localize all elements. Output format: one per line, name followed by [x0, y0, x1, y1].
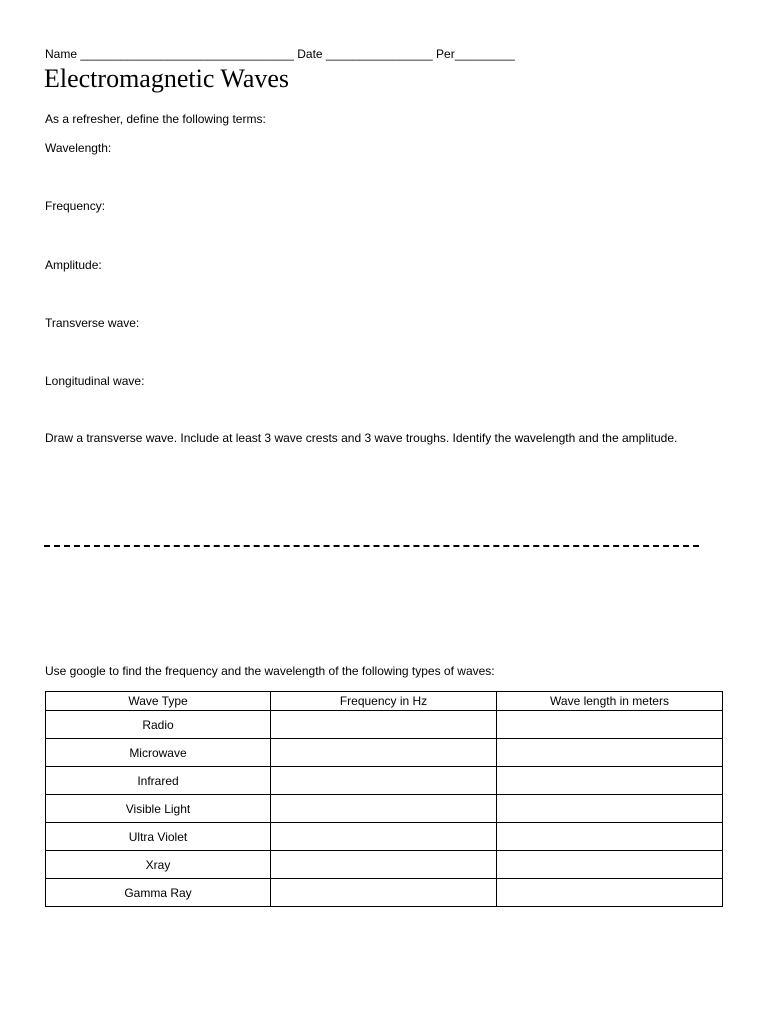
wavelength-cell[interactable] — [497, 767, 723, 795]
wave-type-cell: Gamma Ray — [46, 879, 271, 907]
google-instruction: Use google to find the frequency and the wavelength of the following types of waves: — [45, 664, 495, 678]
frequency-cell[interactable] — [271, 879, 497, 907]
wave-type-cell: Radio — [46, 711, 271, 739]
worksheet-title: Electromagnetic Waves — [44, 64, 290, 93]
frequency-cell[interactable] — [271, 739, 497, 767]
wavelength-cell[interactable] — [497, 879, 723, 907]
intro-text: As a refresher, define the following terms: — [45, 112, 266, 126]
header-frequency: Frequency in Hz — [271, 692, 497, 711]
wavelength-cell[interactable] — [497, 851, 723, 879]
frequency-cell[interactable] — [271, 711, 497, 739]
table-row — [46, 767, 723, 795]
wave-type-cell: Ultra Violet — [46, 823, 271, 851]
term-amplitude: Amplitude: — [45, 258, 102, 272]
table-row — [46, 795, 723, 823]
table-row — [46, 851, 723, 879]
draw-instruction: Draw a transverse wave. Include at least 3 wave crests and 3 wave troughs. Identify the wavelength and the amplitude. — [45, 431, 678, 445]
wave-type-cell: Visible Light — [46, 795, 271, 823]
wave-type-cell: Microwave — [46, 739, 271, 767]
term-transverse-wave: Transverse wave: — [45, 316, 140, 330]
table-row — [46, 739, 723, 767]
wavelength-cell[interactable] — [497, 739, 723, 767]
name-date-period-line: Name ________________________________ Date ________________ Per_________ — [45, 47, 515, 61]
wavelength-cell[interactable] — [497, 795, 723, 823]
frequency-cell[interactable] — [271, 767, 497, 795]
wavelength-cell[interactable] — [497, 711, 723, 739]
wave-type-cell: Infrared — [46, 767, 271, 795]
term-longitudinal-wave: Longitudinal wave: — [45, 374, 145, 388]
table-row — [46, 823, 723, 851]
header-wavelength: Wave length in meters — [497, 692, 723, 711]
header-wave-type: Wave Type — [46, 692, 271, 711]
wave-table — [45, 691, 723, 907]
table-row — [46, 879, 723, 907]
table-header-row — [46, 692, 723, 711]
frequency-cell[interactable] — [271, 795, 497, 823]
frequency-cell[interactable] — [271, 823, 497, 851]
wavelength-cell[interactable] — [497, 823, 723, 851]
table-row — [46, 711, 723, 739]
term-wavelength: Wavelength: — [45, 141, 112, 155]
term-frequency: Frequency: — [45, 199, 106, 213]
dashed-baseline — [44, 545, 699, 547]
frequency-cell[interactable] — [271, 851, 497, 879]
wave-type-cell: Xray — [46, 851, 271, 879]
